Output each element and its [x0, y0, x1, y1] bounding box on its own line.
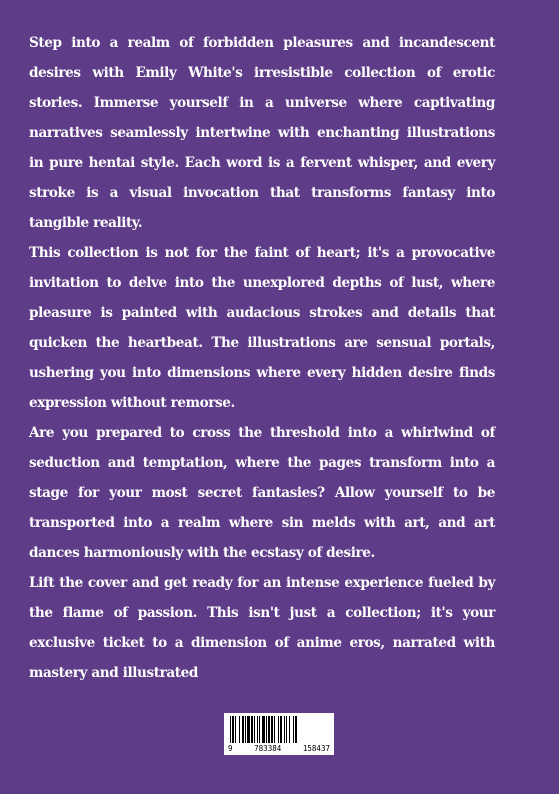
- barcode-bars: [224, 713, 334, 745]
- barcode-bar: [262, 716, 265, 743]
- isbn-digits: [224, 744, 334, 753]
- blurb-paragraph-4: Lift the cover and get ready for an intense experience fueled by the flame of passion. This isn't just a collection; it's your exclusive ticket to a dimension of anime eros, narrated with mastery and illustrated: [29, 575, 495, 681]
- barcode-bar: [239, 716, 240, 743]
- barcode-bar: [257, 716, 258, 743]
- blurb-paragraph-1: Step into a realm of forbidden pleasures and incandescent desires with Emily White's irresistible collection of erotic stories. Immerse yourself in a universe where captivating narratives seamlessly intertwine with enchanting illustrations in pure hentai style. Each word is a fervent whisper, and every stroke is a visual invocation that transforms fantasy into tangible reality.: [29, 35, 495, 231]
- barcode-bar: [247, 716, 250, 743]
- barcode-bar: [293, 716, 294, 743]
- barcode-bar: [268, 716, 270, 743]
- blurb-paragraph-3: Are you prepared to cross the threshold into a whirlwind of seduction and temptation, where the pages transform into a stage for your most secret fantasies? Allow yourself to be transported into a realm where sin melds with art, and art dances harmoniously with the ecstasy of desire.: [29, 425, 495, 561]
- barcode-bar: [245, 716, 246, 743]
- barcode-bar: [274, 716, 275, 743]
- barcode-bar: [266, 716, 267, 743]
- barcode-bar: [286, 716, 287, 743]
- barcode-bar: [278, 716, 279, 743]
- barcode-bar: [235, 716, 236, 743]
- barcode-bar: [242, 716, 244, 743]
- barcode-bar: [254, 716, 255, 743]
- barcode-bar: [259, 716, 260, 743]
- blurb-text: [29, 28, 495, 681]
- barcode-bar: [289, 716, 290, 743]
- barcode-bar: [271, 716, 273, 743]
- blurb-paragraph-2: This collection is not for the faint of heart; it's a provocative invitation to delve into the unexplored depths of lust, where pleasure is painted with audacious strokes and details that quicken the heartbeat. The illustrations are sensual portals, ushering you into dimensions where every hidden desire finds expression without remorse.: [29, 245, 495, 411]
- isbn-left-digits: 783384: [254, 744, 282, 753]
- barcode-bar: [295, 716, 297, 743]
- barcode-bar: [280, 716, 282, 743]
- barcode-bar: [251, 716, 253, 743]
- barcode-bar: [230, 716, 231, 743]
- barcode-bar: [232, 716, 234, 743]
- isbn-barcode: [224, 713, 334, 755]
- isbn-right-digits: 158437: [302, 744, 330, 753]
- isbn-lead-digit: 9: [228, 744, 233, 753]
- barcode-bar: [284, 716, 285, 743]
